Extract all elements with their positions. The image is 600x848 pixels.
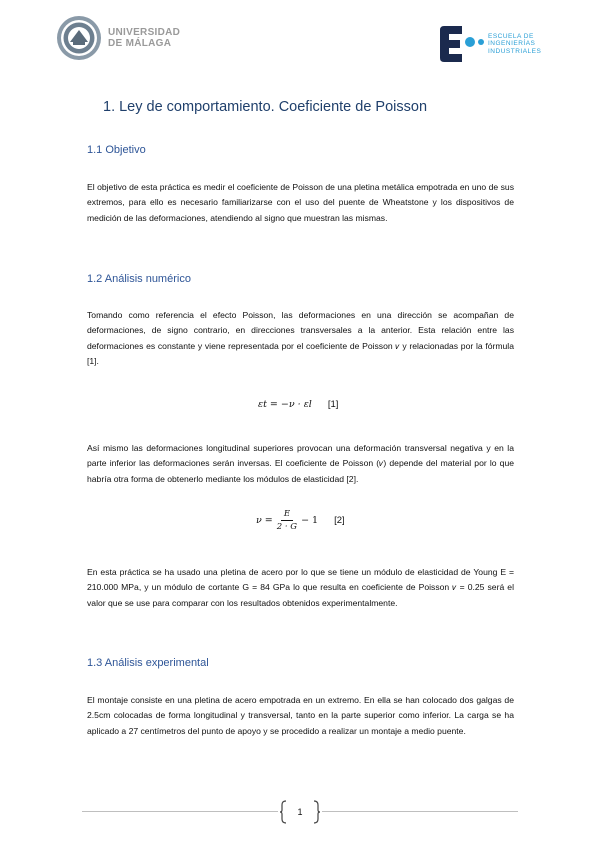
chapter-title: 1. Ley de comportamiento. Coeficiente de Poisson bbox=[103, 99, 428, 115]
section-heading-analisis-experimental: 1.3 Análisis experimental bbox=[87, 657, 209, 669]
equation-2 bbox=[256, 509, 345, 532]
equation-2-lhs: 𝜈 = bbox=[256, 515, 273, 526]
section-heading-analisis-numerico: 1.2 Análisis numérico bbox=[87, 273, 191, 285]
equation-1-expression: 𝜀𝑡 = −𝜈 · 𝜀𝑙 bbox=[258, 399, 312, 410]
equation-2-rhs: − 1 bbox=[301, 515, 319, 526]
section-heading-objetivo: 1.1 Objetivo bbox=[87, 144, 146, 156]
footer-rule-right bbox=[322, 811, 518, 812]
school-name bbox=[488, 33, 541, 56]
university-name bbox=[108, 27, 180, 49]
equation-1 bbox=[258, 399, 338, 410]
school-logo-icon bbox=[440, 26, 484, 62]
paragraph-montaje: El montaje consiste en una pletina de acero empotrada en un extremo. En ella se han colocado dos galgas de 2.5cm colocadas de forma longitudinal y transversal, tanto en la parte superior como inferior. La carga se ha aplicado a 27 centímetros del punto de apoyo y se procedido a realizar un montaje a medio puente. bbox=[87, 695, 514, 736]
equation-2-numerator: E bbox=[281, 509, 293, 521]
university-name-line1: UNIVERSIDAD bbox=[108, 27, 181, 38]
equation-1-tag: [1] bbox=[327, 399, 339, 410]
footer-rule-left bbox=[82, 811, 278, 812]
equation-2-fraction bbox=[277, 509, 297, 532]
paragraph-efecto-poisson: Tomando como referencia el efecto Poisson, las deformaciones en una dirección se acompañan de deformaciones, de signo contrario, en direcciones transversales a la anterior. Esta relación entre las deformaciones es constante y viene representada por el coeficiente de Poisson 𝜈 y relacionadas por la fórmula [1]. bbox=[87, 310, 514, 367]
equation-2-tag: [2] bbox=[334, 515, 345, 526]
university-logo bbox=[56, 15, 180, 61]
paragraph-deformaciones: Así mismo las deformaciones longitudinal superiores provocan una deformación transversal negativa y en la parte inferior las deformaciones serán inversas. El coeficiente de Poisson (𝜈) depende del material por lo que habría otra forma de obtenerlo mediante los módulos de elasticidad [2]. bbox=[87, 443, 514, 484]
paragraph-objetivo: El objetivo de esta práctica es medir el coeficiente de Poisson de una pletina metálica empotrada en uno de sus extremos, para ello es necesario familiarizarse con el uso del puente de Wheatstone y los dispositivos de medición de las deformaciones, atendiendo al signo que muestran las mismas. bbox=[87, 182, 514, 223]
paragraph-pletina-acero: En esta práctica se ha usado una pletina de acero por lo que se tiene un módulo de elasticidad de Young E = 210.000 MPa, y un módulo de cortante G = 84 GPa lo que resulta en coeficiente de Poisson 𝜈 = 0.25 será el valor que se use para comparar con los resultados obtenidos experimentalmente. bbox=[87, 567, 514, 608]
equation-2-denominator: 2 · G bbox=[276, 522, 298, 532]
school-name-line2: INGENIERÍAS bbox=[488, 40, 536, 48]
page-number: 1 bbox=[297, 807, 303, 817]
university-seal-icon bbox=[56, 15, 102, 61]
school-name-line1: ESCUELA DE bbox=[488, 32, 534, 40]
university-name-line2: DE MÁLAGA bbox=[108, 38, 172, 49]
school-name-line3: INDUSTRIALES bbox=[488, 47, 542, 55]
school-logo bbox=[440, 26, 541, 62]
